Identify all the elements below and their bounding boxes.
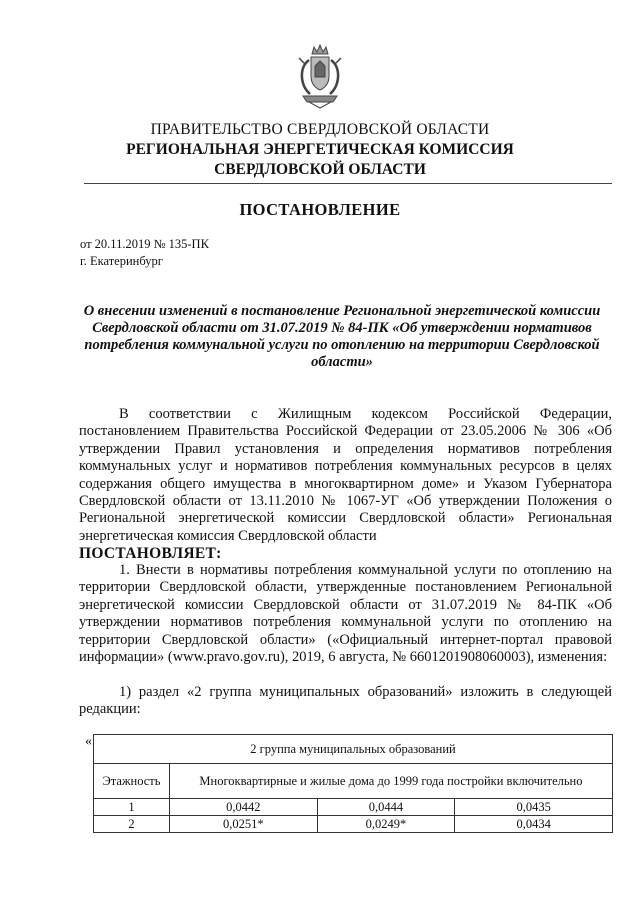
item-1-1-paragraph: 1) раздел «2 группа муниципальных образований» изложить в следующей редакции:	[79, 684, 612, 718]
table-title-row	[94, 735, 613, 764]
opening-quote-mark: «	[85, 734, 92, 749]
preamble-paragraph: В соответствии с Жилищным кодексом Российской Федерации, постановлением Правительства Российской Федерации от 23.05.2006 № 306 «Об утверждении Правил установления и определения нормативов потребления коммунальных услуг и нормативов потребления коммунальных ресурсов в целях содержания общего имущества в многоквартирном доме» и Указом Губернатора Свердловской области от 13.11.2010 № 1067-УГ «Об утверждении Положения о Региональной энергетической комиссии Свердловской области» Региональная энергетическая комиссия Свердловской области	[79, 406, 612, 544]
item-1-paragraph: 1. Внести в нормативы потребления коммунальной услуги по отоплению на территории Свердловской области, утвержденные постановлением Региональной энергетической комиссии Свердловской области от 31.07.2019 № 84-ПК «Об утверждении нормативов потребления коммунальной услуги по отоплению на территории Свердловской области» («Официальный интернет-портал правовой информации» (www.pravo.gov.ru), 2019, 6 августа, № 6601201908060003), изменения:	[79, 562, 612, 666]
value-cell: 0,0249*	[317, 816, 455, 833]
value-cell: 0,0444	[317, 799, 455, 816]
coat-of-arms-emblem	[295, 44, 345, 110]
table-title-cell: 2 группа муниципальных образований	[94, 735, 613, 764]
value-cell: 0,0442	[169, 799, 317, 816]
value-cell: 0,0251*	[169, 816, 317, 833]
value-cell: 0,0434	[455, 816, 613, 833]
value-cell: 0,0435	[455, 799, 613, 816]
table-row	[94, 799, 613, 816]
document-subject: О внесении изменений в постановление Региональной энергетической комиссии Свердловской области от 31.07.2019 № 84-ПК «Об утверждении нормативов потребления коммунальной услуги по отоплению на территории Свердловской области»	[83, 303, 601, 370]
floors-cell: 1	[94, 799, 170, 816]
norms-table	[93, 734, 613, 833]
resolves-heading: ПОСТАНОВЛЯЕТ:	[79, 545, 222, 562]
commission-name-line2: СВЕРДЛОВСКОЙ ОБЛАСТИ	[214, 161, 426, 178]
buildings-header-cell: Многоквартирные и жилые дома до 1999 года постройки включительно	[169, 764, 612, 799]
floors-header-cell: Этажность	[94, 764, 170, 799]
commission-name-line1: РЕГИОНАЛЬНАЯ ЭНЕРГЕТИЧЕСКАЯ КОМИССИЯ	[126, 141, 514, 158]
table-header-row	[94, 764, 613, 799]
document-type-title: ПОСТАНОВЛЕНИЕ	[239, 200, 401, 219]
document-city: г. Екатеринбург	[80, 254, 163, 268]
table-row	[94, 816, 613, 833]
header-divider	[84, 183, 612, 184]
government-name: ПРАВИТЕЛЬСТВО СВЕРДЛОВСКОЙ ОБЛАСТИ	[150, 121, 490, 138]
floors-cell: 2	[94, 816, 170, 833]
document-date-number: от 20.11.2019 № 135-ПК	[80, 237, 209, 251]
